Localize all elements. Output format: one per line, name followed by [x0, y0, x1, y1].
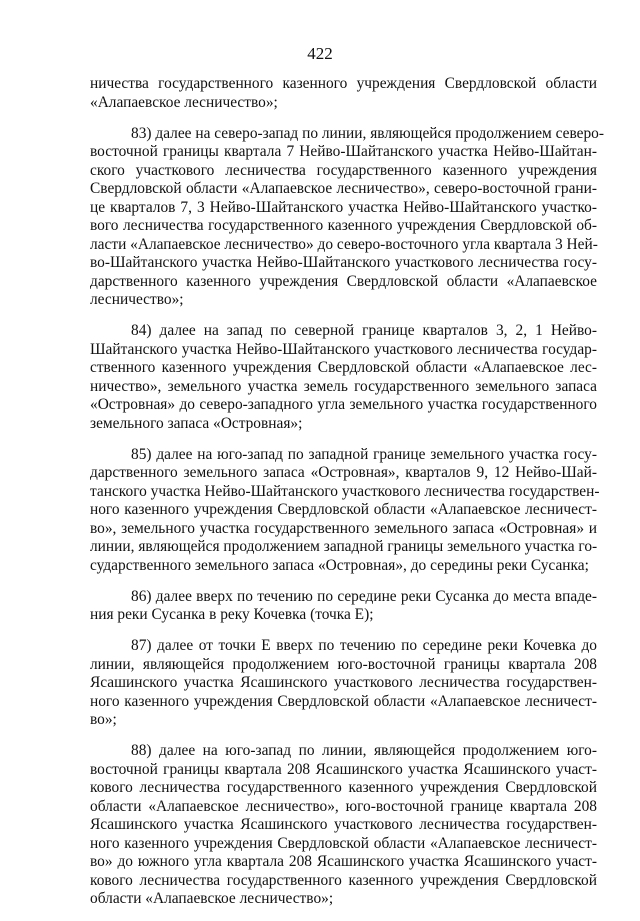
paragraph-line: 85) далее на юго-запад по западной границе земельного участка госу- — [131, 445, 597, 463]
paragraph-line: «Алапаевское лесничество»; — [90, 93, 278, 111]
paragraph-line: 86) далее вверх по течению по середине реки Сусанка до места впаде- — [131, 587, 597, 605]
paragraph-line: сударственного земельного запаса «Островная», до середины реки Сусанка; — [90, 556, 589, 574]
paragraph — [90, 742, 597, 909]
page-number: 422 — [307, 44, 333, 63]
paragraph-line: линии, являющейся продолжением юго-восточной границы квартала 208 — [90, 655, 597, 673]
paragraph-line: восточной границы квартала 7 Нейво-Шайтанского участка Нейво-Шайтан- — [90, 143, 597, 160]
paragraph-line: земельного запаса «Островная»; — [90, 414, 303, 432]
paragraph-line: Шайтанского участка Нейво-Шайтанского участкового лесничества государ- — [90, 340, 597, 358]
paragraph-line: восточной границы квартала 208 Ясашинского участка Ясашинского участ- — [90, 760, 597, 778]
paragraph-line: Ясашинского участка Ясашинского участкового лесничества государствен- — [90, 816, 597, 833]
paragraph-line: кового лесничества государственного казенного учреждения Свердловской — [90, 871, 597, 889]
paragraph-line: ного казенного учреждения Свердловской области «Алапаевское лесничест- — [90, 834, 597, 852]
paragraph-line: ласти «Алапаевское лесничество» до северо-восточного угла квартала 3 Ней- — [90, 235, 598, 253]
paragraph-line: 87) далее от точки Е вверх по течению по середине реки Кочевка до — [131, 637, 597, 654]
paragraph-line: 84) далее на запад по северной границе кварталов 3, 2, 1 Нейво- — [131, 322, 597, 339]
paragraph-line: Ясашинского участка Ясашинского участкового лесничества государствен- — [90, 674, 597, 691]
paragraph — [90, 322, 597, 433]
paragraph — [90, 637, 597, 730]
paragraph — [90, 124, 604, 310]
paragraph-line: ского участкового лесничества государственного казенного учреждения — [90, 161, 597, 179]
paragraph — [90, 588, 597, 625]
paragraph-line: линии, являющейся продолжением западной границы земельного участка го- — [90, 538, 598, 555]
paragraph-line: во»; — [90, 711, 117, 728]
paragraph — [90, 445, 600, 576]
paragraph-line: области «Алапаевское лесничество»; — [90, 890, 334, 907]
paragraph-line: во-Шайтанского участка Нейво-Шайтанского участкового лесничества госу- — [90, 254, 597, 271]
paragraph-line: ного казенного учреждения Свердловской области «Алапаевское лесничест- — [90, 501, 597, 518]
paragraph-line: ничества государственного казенного учреждения Свердловской области — [90, 75, 597, 92]
document-body — [90, 75, 604, 921]
paragraph-line: вого лесничества государственного казенного учреждения Свердловской об- — [90, 217, 597, 234]
paragraph-line: ничество», земельного участка земель государственного земельного запаса — [90, 377, 597, 395]
paragraph-line: танского участка Нейво-Шайтанского участкового лесничества государствен- — [90, 482, 600, 500]
paragraph-line: «Островная» до северо-западного угла земельного участка государственного — [90, 396, 597, 413]
paragraph-line: Свердловской области «Алапаевское лесничество», северо-восточной грани- — [90, 180, 597, 197]
paragraph-line: ния реки Сусанка в реку Кочевка (точка Е); — [90, 606, 374, 623]
paragraph-line: кового лесничества государственного казенного учреждения Свердловской — [90, 779, 597, 796]
paragraph-line: дарственного казенного учреждения Свердловской области «Алапаевское — [90, 272, 597, 290]
paragraph-line: во», земельного участка государственного земельного запаса «Островная» и — [90, 519, 597, 537]
paragraph — [90, 75, 597, 112]
paragraph-line: области «Алапаевское лесничество», юго-восточной границе квартала 208 — [90, 797, 597, 815]
paragraph-line: 88) далее на юго-запад по линии, являющейся продолжением юго- — [131, 742, 597, 759]
paragraph-line: ного казенного учреждения Свердловской области «Алапаевское лесничест- — [90, 692, 597, 710]
paragraph-line: 83) далее на северо-запад по линии, являющейся продолжением северо- — [131, 124, 604, 142]
paragraph-line: лесничество»; — [90, 291, 184, 308]
paragraph-line: це кварталов 7, 3 Нейво-Шайтанского участка Нейво-Шайтанского участко- — [90, 198, 597, 216]
paragraph-line: ственного казенного учреждения Свердловской области «Алапаевское лес- — [90, 359, 597, 376]
paragraph-line: дарственного земельного запаса «Островная», кварталов 9, 12 Нейво-Шай- — [90, 464, 597, 481]
paragraph-line: во» до южного угла квартала 208 Ясашинского участка Ясашинского участ- — [90, 853, 597, 870]
